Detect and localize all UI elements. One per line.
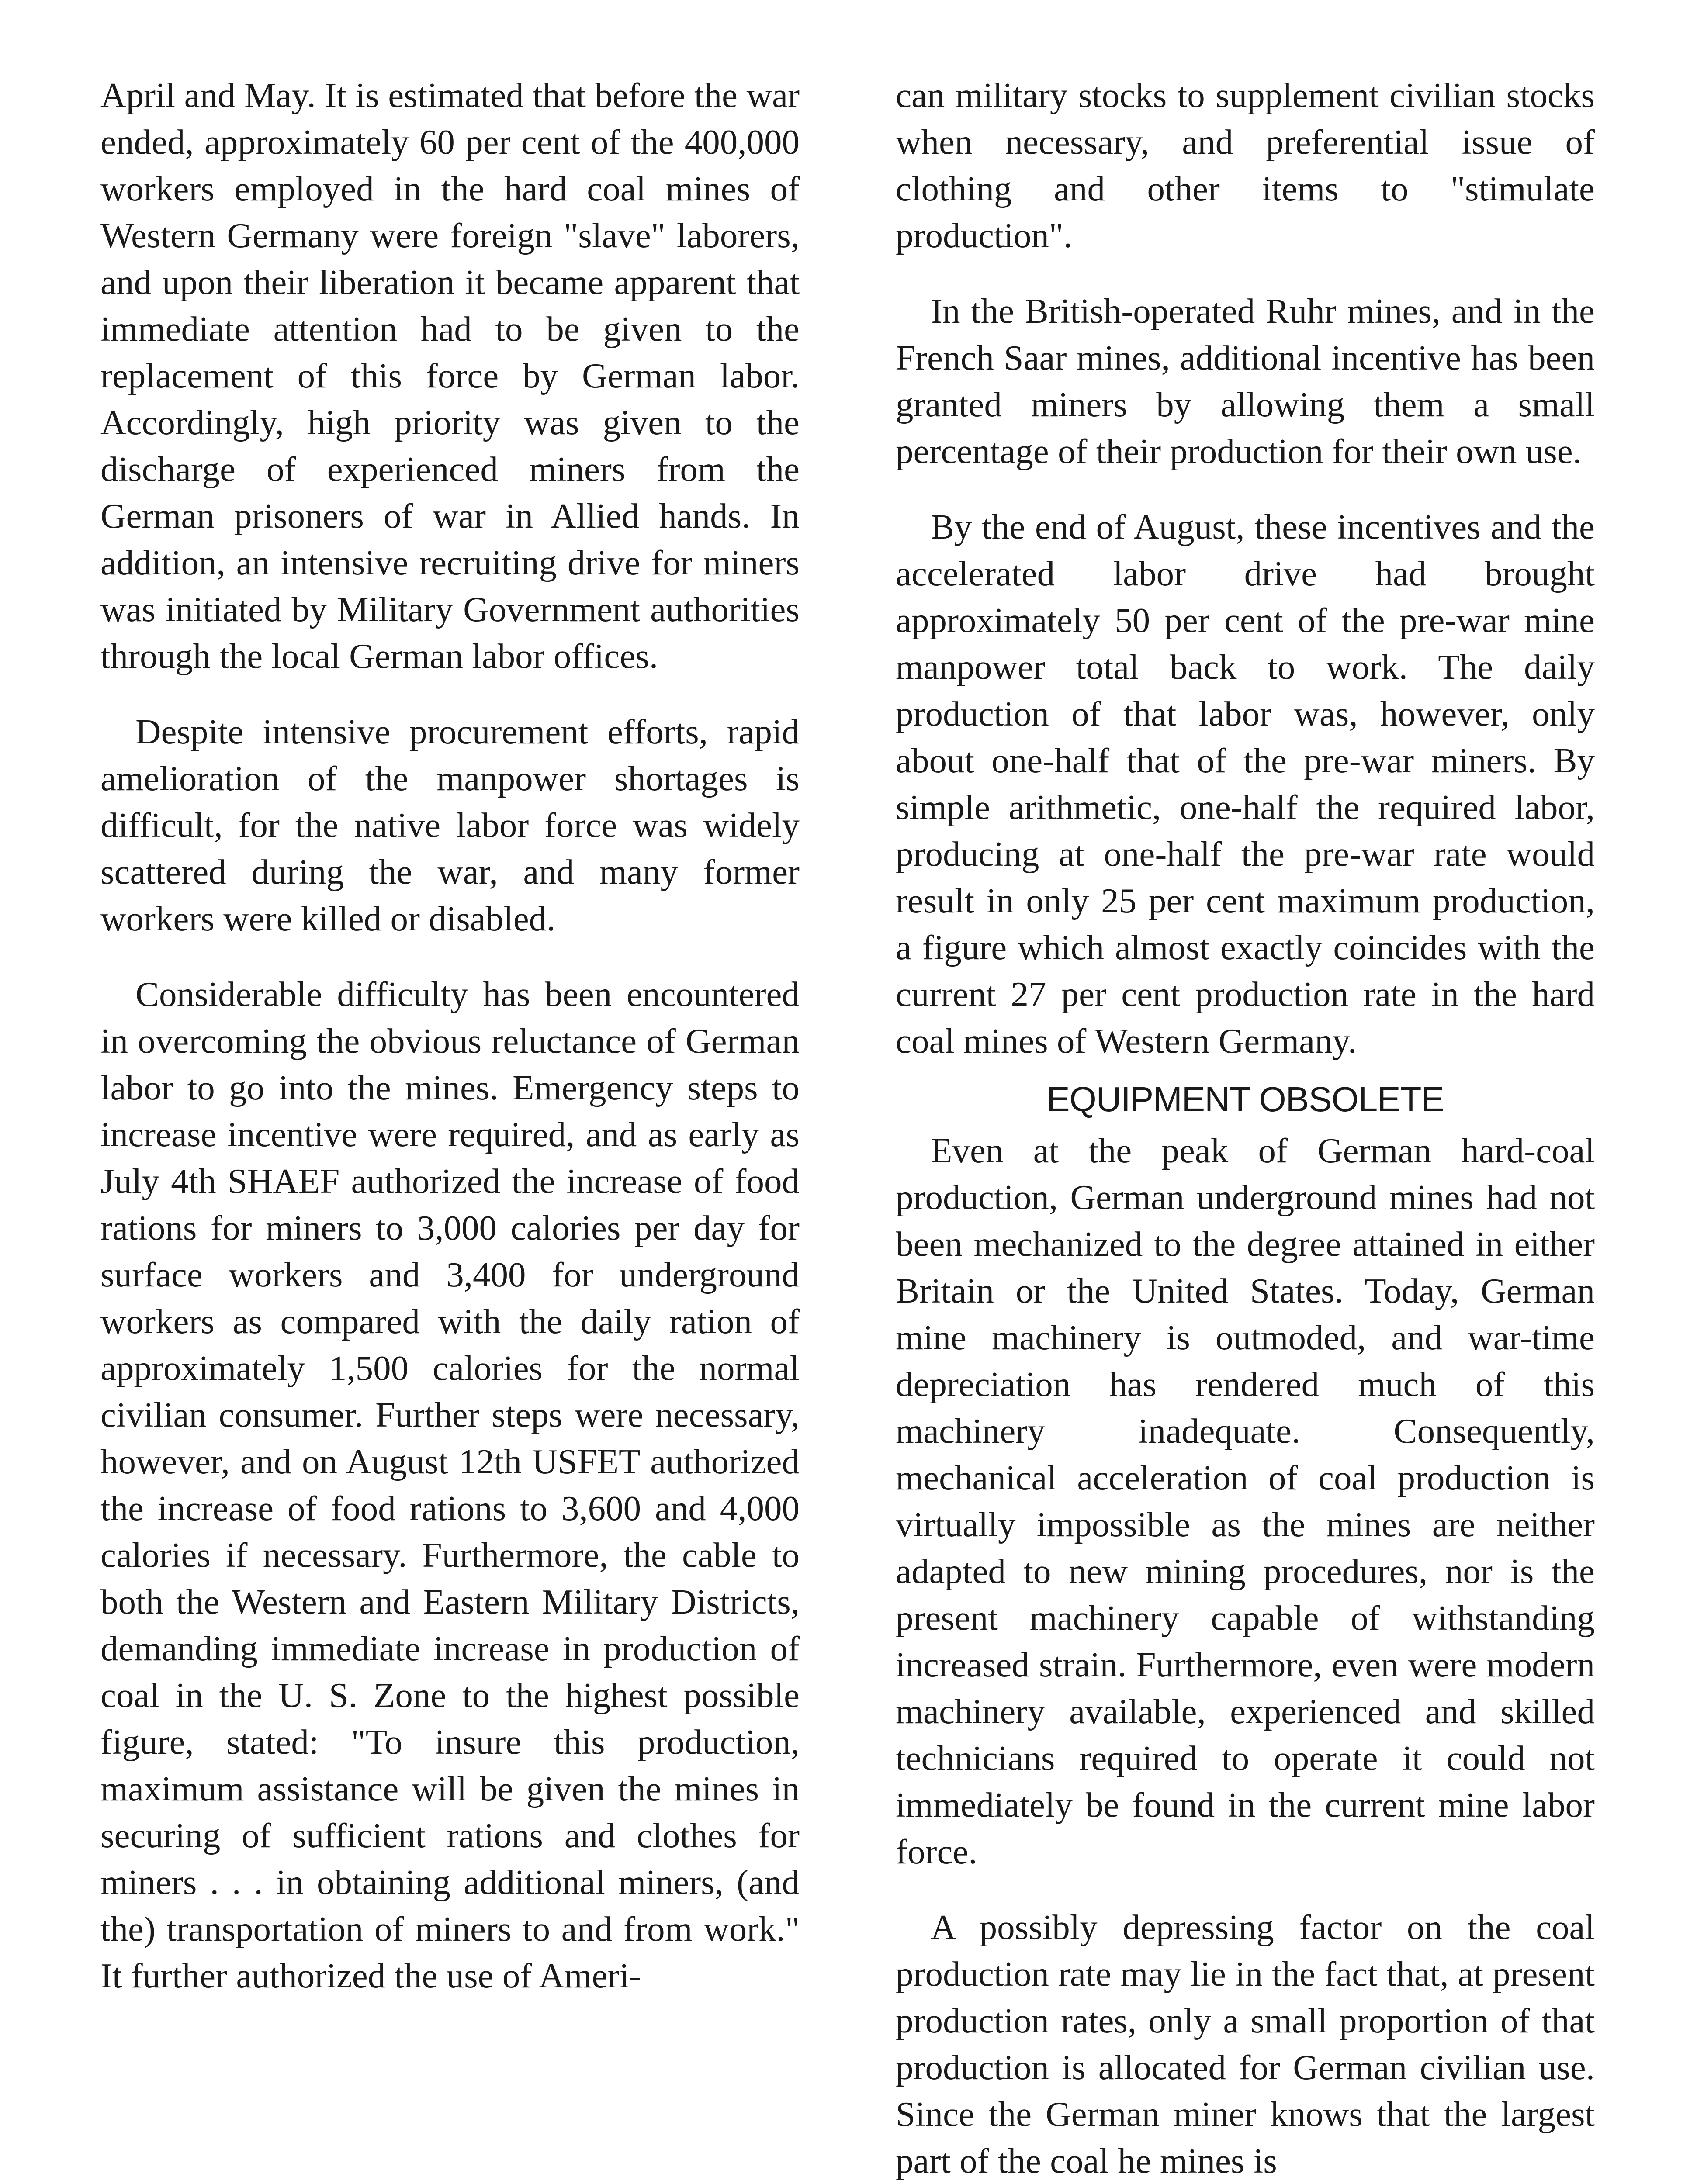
right-paragraph-5: A possibly depressing factor on the coal production rate may lie in the fact that, at present production rates, only a small proportion of that production is allocated for German civilian use. Since the German miner knows that the largest part of the coal he mines is (896, 1908, 1595, 2181)
right-paragraph-4: Even at the peak of German hard-coal production, German underground mines had not been mechanized to the degree attained in either Britain or the United States. Today, German mine machinery is outmoded, and war-time depreciation has rendered much of this machinery inadequate. Consequently, mechanical acceleration of coal production is virtually impossible as the mines are neither adapted to new mining procedures, nor is the present machinery capable of withstanding increased strain. Furthermore, even were modern machinery available, experienced and skilled technicians required to operate it could not immediately be found in the current mine labor force. (896, 1131, 1595, 1871)
left-paragraph-1: April and May. It is estimated that before the war ended, approximately 60 per cent of the 400,000 workers employed in the hard coal mines of Western Germany were foreign "slave" laborers, and upon their liberation it became apparent that immediate attention had to be given to the replacement of this force by German labor. Accordingly, high priority was given to the discharge of experienced miners from the German prisoners of war in Allied hands. In addition, an intensive recruiting drive for miners was initiated by Military Government authorities through the local German labor offices. (100, 76, 800, 676)
right-paragraph-3: By the end of August, these incentives and the accelerated labor drive had brought approximately 50 per cent of the pre-war mine manpower total back to work. The daily production of that labor was, however, only about one-half that of the pre-war miners. By simple arithmetic, one-half the required labor, producing at one-half the pre-war rate would result in only 25 per cent maximum production, a figure which almost exactly coincides with the current 27 per cent production rate in the hard coal mines of Western Germany. (896, 507, 1595, 1061)
section-heading: EQUIPMENT OBSOLETE (1046, 1080, 1444, 1119)
left-column (100, 72, 800, 2028)
right-paragraph-2: In the British-operated Ruhr mines, and in the French Saar mines, additional incentive has been granted miners by allowing them a small percentage of their production for their own use. (896, 291, 1595, 471)
left-paragraph-2: Despite intensive procurement efforts, rapid amelioration of the manpower shortages is difficult, for the native labor force was widely scattered during the war, and many former workers were killed or disabled. (100, 712, 800, 938)
right-column (896, 72, 1595, 2184)
right-paragraph-1: can military stocks to supplement civilian stocks when necessary, and preferential issue of clothing and other items to "stimulate production". (896, 76, 1595, 255)
left-paragraph-3: Considerable difficulty has been encountered in overcoming the obvious reluctance of German labor to go into the mines. Emergency steps to increase incentive were required, and as early as July 4th SHAEF authorized the increase of food rations for miners to 3,000 calories per day for surface workers and 3,400 for underground workers as compared with the daily ration of approximately 1,500 calories for the normal civilian consumer. Further steps were necessary, however, and on August 12th USFET authorized the increase of food rations to 3,600 and 4,000 calories if necessary. Furthermore, the cable to both the Western and Eastern Military Districts, demanding immediate increase in production of coal in the U. S. Zone to the highest possible figure, stated: "To insure this production, maximum assistance will be given the mines in securing of sufficient rations and clothes for miners . . . in obtaining additional miners, (and the) transportation of miners to and from work." It further authorized the use of Ameri- (100, 975, 800, 1995)
